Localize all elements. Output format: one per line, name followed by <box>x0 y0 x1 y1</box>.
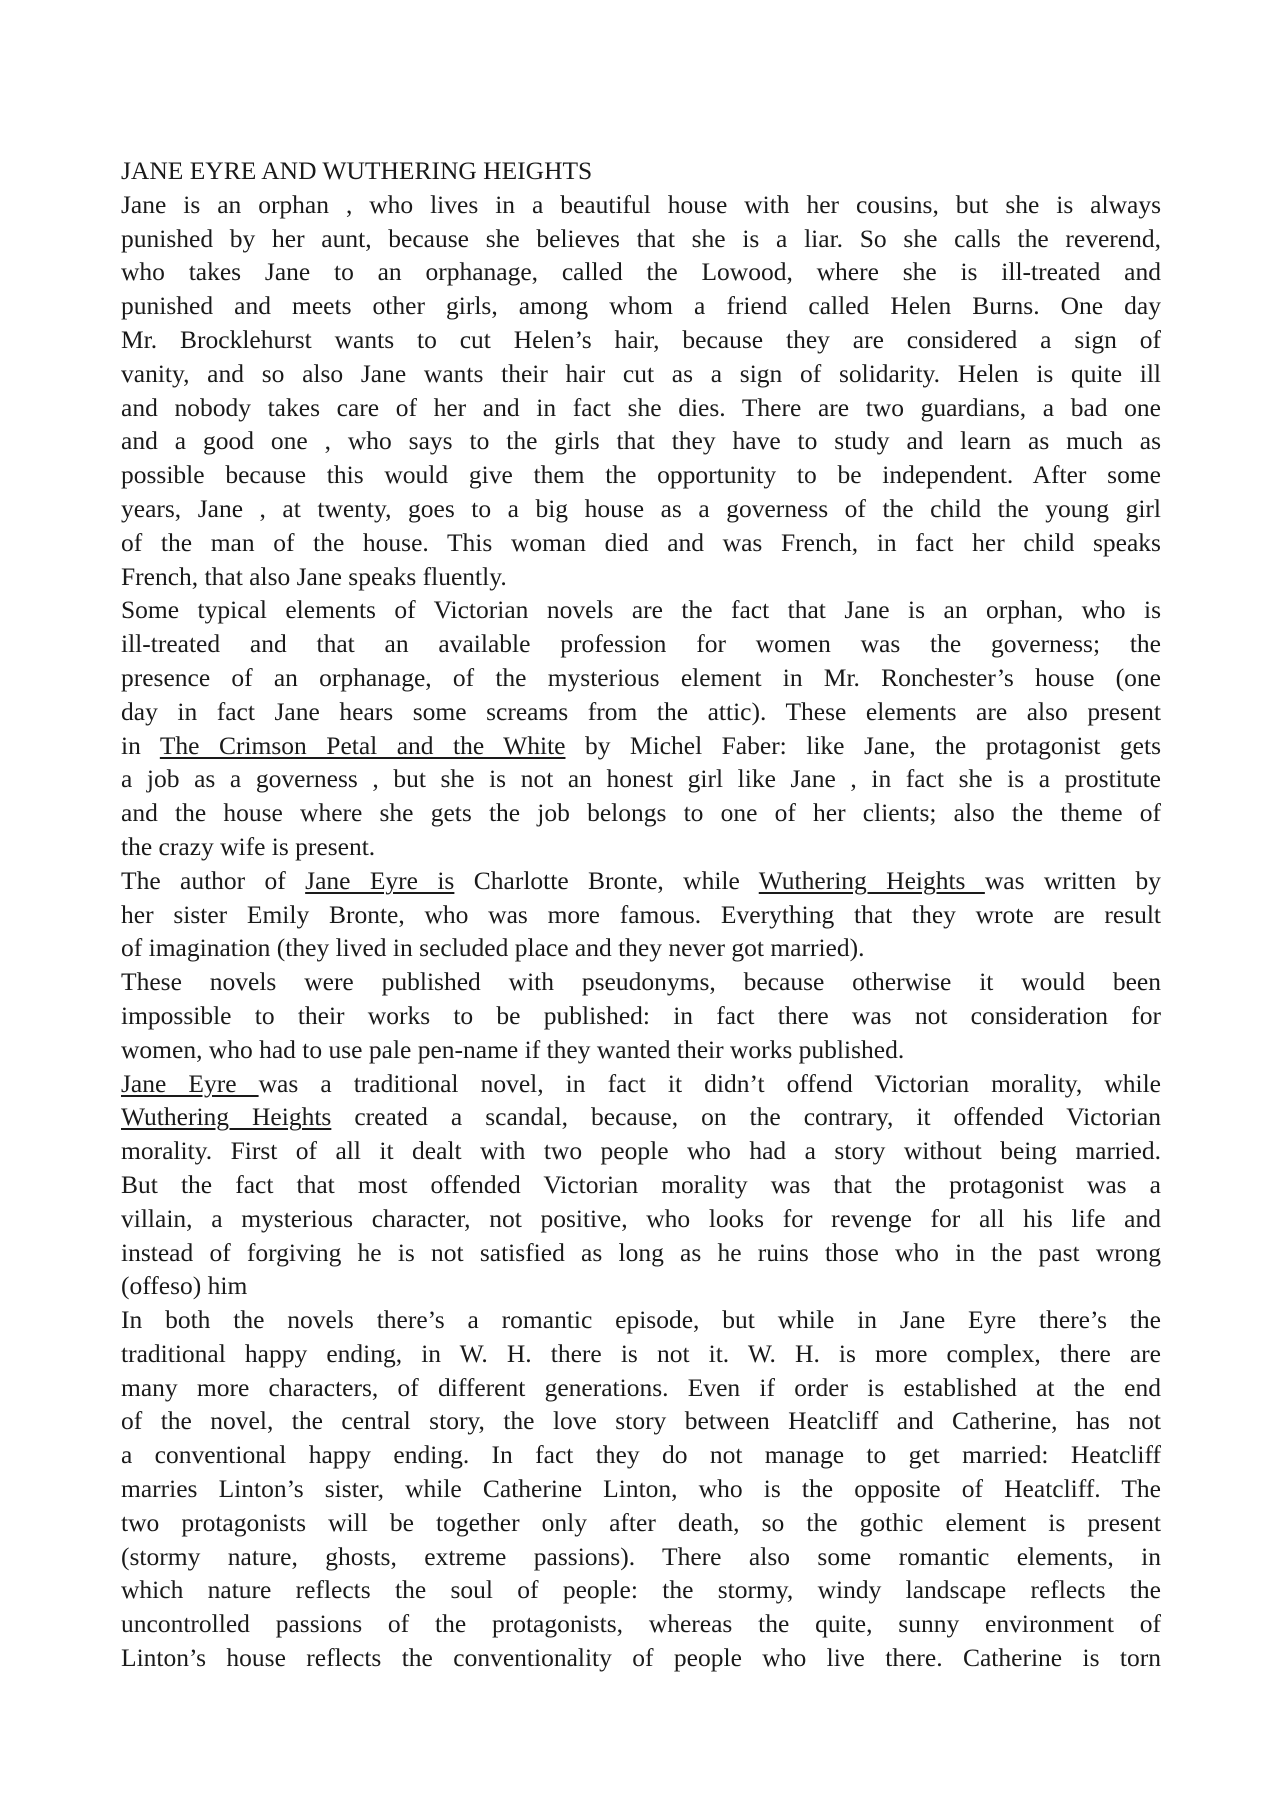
text-segment: which nature reflects the soul of people: the stormy, windy landscape reflects the <box>121 1575 1161 1605</box>
text-segment: a job as a governess , but she is not an honest girl like Jane , in fact she is a prostitute <box>121 764 1161 794</box>
text-line <box>121 458 1161 492</box>
text-line <box>121 424 1161 458</box>
underlined-title: Wuthering Heights <box>121 1102 332 1132</box>
text-segment: and nobody takes care of her and in fact she dies. There are two guardians, a bad one <box>121 392 1161 422</box>
text-segment: Linton’s house reflects the conventionality of people who live there. Catherine is torn <box>121 1643 1161 1673</box>
text-line <box>121 1404 1161 1438</box>
text-line <box>121 1202 1161 1236</box>
text-segment: presence of an orphanage, of the mysterious element in Mr. Ronchester’s house (one <box>121 662 1161 692</box>
text-segment: uncontrolled passions of the protagonists, whereas the quite, sunny environment of <box>121 1609 1161 1639</box>
text-line <box>121 1134 1161 1168</box>
text-segment: in <box>121 730 160 760</box>
text-line <box>121 1540 1161 1574</box>
text-segment: (offeso) him <box>121 1271 248 1301</box>
document-body <box>121 154 1161 1675</box>
text-line <box>121 1236 1161 1270</box>
text-line <box>121 1168 1161 1202</box>
text-line <box>121 898 1161 932</box>
text-segment: many more characters, of different generations. Even if order is established at the end <box>121 1372 1161 1402</box>
text-segment: a conventional happy ending. In fact they do not manage to get married: Heatcliff <box>121 1440 1161 1470</box>
text-line <box>121 830 1161 864</box>
text-segment: The author of <box>121 865 306 895</box>
text-segment: punished by her aunt, because she believes that she is a liar. So she calls the reverend, <box>121 223 1161 253</box>
text-line <box>121 931 1161 965</box>
text-line <box>121 1269 1161 1303</box>
text-line <box>121 323 1161 357</box>
text-segment: and the house where she gets the job belongs to one of her clients; also the theme of <box>121 798 1161 828</box>
text-line <box>121 222 1161 256</box>
text-segment: her sister Emily Bronte, who was more famous. Everything that they wrote are result <box>121 899 1161 929</box>
text-segment: day in fact Jane hears some screams from the attic). These elements are also present <box>121 696 1161 726</box>
text-segment: Mr. Brocklehurst wants to cut Helen’s hair, because they are considered a sign of <box>121 324 1161 354</box>
text-segment: was written by <box>984 865 1161 895</box>
text-segment: In both the novels there’s a romantic episode, but while in Jane Eyre there’s the <box>121 1305 1161 1335</box>
text-line <box>121 1472 1161 1506</box>
text-line <box>121 965 1161 999</box>
text-line <box>121 1506 1161 1540</box>
text-line <box>121 1573 1161 1607</box>
text-line <box>121 289 1161 323</box>
text-segment: years, Jane , at twenty, goes to a big house as a governess of the child the young girl <box>121 493 1161 523</box>
text-line <box>121 492 1161 526</box>
text-segment: ill-treated and that an available profession for women was the governess; the <box>121 629 1161 659</box>
underlined-title: Jane Eyre is <box>305 865 455 895</box>
text-line <box>121 627 1161 661</box>
text-segment: marries Linton’s sister, while Catherine Linton, who is the opposite of Heatcliff. The <box>121 1474 1161 1504</box>
text-segment: Some typical elements of Victorian novels are the fact that Jane is an orphan, who is <box>121 595 1161 625</box>
text-segment: by Michel Faber: like Jane, the protagonist gets <box>565 730 1161 760</box>
text-segment: was a traditional novel, in fact it didn’t offend Victorian morality, while <box>258 1068 1161 1098</box>
text-segment: of the man of the house. This woman died and was French, in fact her child speaks <box>121 527 1161 557</box>
text-segment: Jane is an orphan , who lives in a beautiful house with her cousins, but she is always <box>121 189 1161 219</box>
text-segment: created a scandal, because, on the contrary, it offended Victorian <box>331 1102 1161 1132</box>
text-line <box>121 1100 1161 1134</box>
text-line <box>121 1371 1161 1405</box>
text-line <box>121 1641 1161 1675</box>
text-line <box>121 661 1161 695</box>
text-segment: But the fact that most offended Victorian morality was that the protagonist was a <box>121 1169 1161 1199</box>
text-segment: These novels were published with pseudonyms, because otherwise it would been <box>121 967 1161 997</box>
text-line <box>121 1438 1161 1472</box>
text-segment: punished and meets other girls, among whom a friend called Helen Burns. One day <box>121 291 1161 321</box>
text-line <box>121 188 1161 222</box>
text-segment: (stormy nature, ghosts, extreme passions). There also some romantic elements, in <box>121 1541 1161 1571</box>
underlined-title: Jane Eyre <box>121 1068 259 1098</box>
text-segment: who takes Jane to an orphanage, called the Lowood, where she is ill-treated and <box>121 257 1161 287</box>
text-line <box>121 796 1161 830</box>
text-line <box>121 1303 1161 1337</box>
text-line <box>121 1337 1161 1371</box>
text-segment: possible because this would give them the opportunity to be independent. After some <box>121 460 1161 490</box>
text-line <box>121 560 1161 594</box>
text-line <box>121 999 1161 1033</box>
text-line <box>121 1033 1161 1067</box>
text-segment: morality. First of all it dealt with two people who had a story without being married. <box>121 1136 1161 1166</box>
text-segment: and a good one , who says to the girls that they have to study and learn as much as <box>121 426 1161 456</box>
underlined-title: Wuthering Heights <box>758 865 985 895</box>
text-line <box>121 864 1161 898</box>
text-line <box>121 1067 1161 1101</box>
text-segment: of the novel, the central story, the love story between Heatcliff and Catherine, has not <box>121 1406 1161 1436</box>
text-line <box>121 593 1161 627</box>
text-segment: French, that also Jane speaks fluently. <box>121 561 507 591</box>
text-line <box>121 526 1161 560</box>
document-title: JANE EYRE AND WUTHERING HEIGHTS <box>121 156 593 185</box>
text-line <box>121 255 1161 289</box>
text-segment: impossible to their works to be published: in fact there was not consideration for <box>121 1000 1161 1030</box>
text-segment: the crazy wife is present. <box>121 831 376 861</box>
text-line <box>121 391 1161 425</box>
text-line <box>121 729 1161 763</box>
text-segment: traditional happy ending, in W. H. there is not it. W. H. is more complex, there are <box>121 1338 1161 1368</box>
text-line <box>121 762 1161 796</box>
underlined-title: The Crimson Petal and the White <box>159 730 566 760</box>
text-segment: two protagonists will be together only after death, so the gothic element is present <box>121 1507 1161 1537</box>
text-line <box>121 1607 1161 1641</box>
text-line <box>121 695 1161 729</box>
text-segment: instead of forgiving he is not satisfied as long as he ruins those who in the past wrong <box>121 1237 1161 1267</box>
text-segment: Charlotte Bronte, while <box>454 865 759 895</box>
text-line <box>121 357 1161 391</box>
text-segment: vanity, and so also Jane wants their hair cut as a sign of solidarity. Helen is quite ill <box>121 358 1161 388</box>
text-segment: villain, a mysterious character, not positive, who looks for revenge for all his life and <box>121 1203 1161 1233</box>
text-segment: women, who had to use pale pen-name if they wanted their works published. <box>121 1034 905 1064</box>
text-segment: of imagination (they lived in secluded place and they never got married). <box>121 933 865 963</box>
